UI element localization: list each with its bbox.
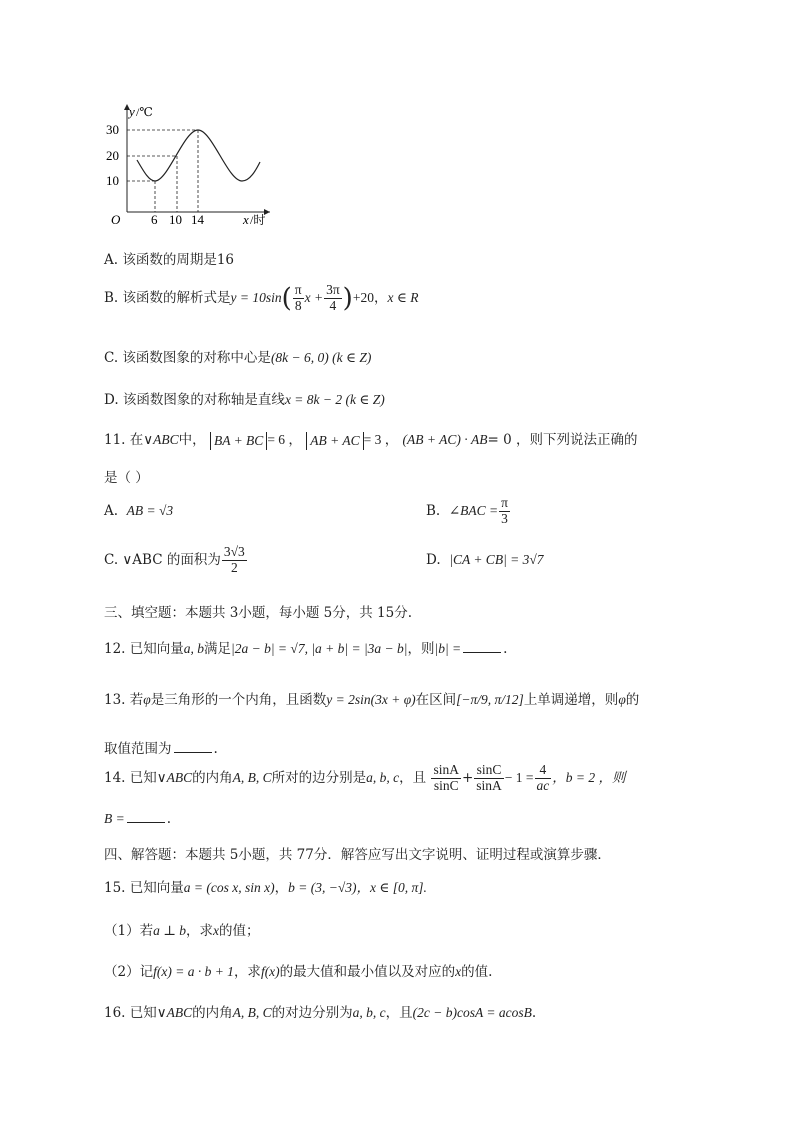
y-tick-10: 10 [106, 173, 119, 188]
q10-d-text: D. 该函数图象的对称轴是直线 [104, 392, 285, 408]
q11-cond3-val: = 0 ，则下列说法正确的 [487, 432, 638, 448]
q14-frac2: $\frac{\sin C}{\sin A}$ [476, 762, 502, 793]
q10-b-math-pre: y = 10sin [230, 289, 282, 305]
q11-option-c [104, 545, 248, 576]
q11-line2: 是（ ） [104, 470, 149, 486]
q10-d-math: x = 8k − 2 (k ∈ Z) [284, 392, 385, 407]
q11-b-frac: $\frac{\pi}{3}$ [501, 495, 508, 526]
q12-cond: |2a − b| = √7, |a + b| = |3a − b| [231, 641, 408, 656]
q11-abc: ABC [153, 432, 179, 447]
paren-open: ( [281, 283, 292, 314]
x-tick-14: 14 [191, 212, 204, 227]
q16: 16. 已知∨ABC的内角A, B, C的对边分别为a, b, c，且(2c − b)cosA = acosB. [104, 1005, 537, 1021]
q11-zhong: 中， [178, 432, 206, 448]
q13-interval: [−π/9, π/12] [456, 692, 524, 707]
section3-heading: 三、填空题：本题共 3小题，每小题 5分，共 15分. [104, 605, 413, 621]
q13: 13. 若φ是三角形的一个内角，且函数y = 2sin(3x + φ)在区间[−π/9, π/12]上单调递增，则φ的 [104, 692, 640, 708]
x-tick-6: 6 [151, 212, 158, 227]
q10-option-d [104, 388, 385, 408]
y-tick-30: 30 [106, 122, 119, 137]
q10-b-frac2: $\frac{3\pi}{4}$ [326, 282, 340, 313]
q11-cond3-vec: (AB + AC) · AB [402, 432, 488, 447]
x-tick-10: 10 [169, 212, 182, 227]
q11-a-math: AB = √3 [126, 503, 174, 518]
q10-c-text: C. 该函数图象的对称中心是 [104, 350, 271, 366]
q12-ask: |b| = [434, 641, 462, 656]
q11-cond1-vec: BA + BC [210, 432, 267, 450]
q11-prefix: 11. 在∨ [104, 432, 154, 448]
q15-a-def: a = (cos x, sin x) [183, 880, 275, 895]
x-axis-label: x [243, 212, 249, 227]
q14-line2: B = . [104, 811, 172, 827]
q12-answer-blank[interactable] [463, 640, 501, 653]
section4-heading: 四、解答题：本题共 5小题，共 77分．解答应写出文字说明、证明过程或演算步骤． [104, 847, 611, 863]
q13-func: y = 2sin(3x + φ) [326, 692, 416, 707]
q11-c-label: C. ∨ABC 的面积为 [104, 551, 221, 568]
paren-close: ) [342, 283, 353, 314]
q14: 14. 已知∨ABC的内角A, B, C所对的边分别是a, b, c，且 $\frac{\sin A}{\sin C}$ + $\frac{\sin C}{\sin A}$ − 1 = $\frac{4}{ac}$ ，b = 2 ，则 [104, 762, 626, 793]
q12-vars: a, b [183, 641, 205, 656]
q15-x-dom: ，x ∈ [0, π]. [356, 880, 427, 895]
q11-c-frac: $\frac{3√3}{2}$ [223, 544, 245, 575]
y-axis-unit: /℃ [136, 105, 153, 119]
q10-option-a: A. 该函数的周期是16 [104, 252, 235, 268]
q15-part2: （2）记f(x) = a · b + 1，求f(x)的最大值和最小值以及对应的x的值. [104, 964, 493, 980]
origin-label: O [111, 212, 121, 227]
q15-part1: （1）若a ⊥ b，求x的值； [104, 923, 260, 939]
y-tick-20: 20 [106, 148, 119, 163]
q10-b-post: +20 [352, 289, 374, 305]
q11-option-a: A. AB = √3 [104, 503, 174, 519]
sine-graph [100, 100, 280, 230]
q16-eq: (2c − b)cosA = acosB [412, 1005, 532, 1020]
q13-line2: 取值范围为 . [104, 741, 218, 757]
q15-stem: 15. 已知向量a = (cos x, sin x)，b = (3, −√3)，x ∈ [0, π]. [104, 880, 427, 896]
q11-cond2-val: = 3 ， [363, 432, 399, 447]
y-axis-label: y [129, 104, 135, 119]
q10-c-math: (8k − 6, 0) (k ∈ Z) [270, 350, 372, 365]
q11-d-math: |CA + CB| = 3√7 [449, 552, 544, 567]
q14-answer-blank[interactable] [127, 810, 165, 823]
q10-b-prefix: B. 该函数的解析式是 [104, 289, 231, 306]
x-axis-unit: /时 [250, 213, 266, 227]
q11-cond1-val: = 6 ， [267, 432, 302, 447]
q10-b-frac1: $\frac{\pi}{8}$ [294, 282, 302, 313]
q10-b-mid: x + [304, 289, 324, 305]
q11-stem [104, 428, 637, 450]
q11-option-b: B. ∠BAC = $\frac{\pi}{3}$ [426, 495, 508, 526]
q10-b-domain: x ∈ R [387, 289, 419, 305]
q11-cond2-vec: AB + AC [306, 432, 363, 450]
q10-option-b: B. 该函数的解析式是y = 10sin( $\frac{\pi}{8}$ x + $\frac{3\pi}{4}$ )+20，x ∈ R [104, 282, 419, 314]
q14-frac3: $\frac{4}{ac}$ [536, 762, 550, 793]
q11-option-d: D. |CA + CB| = 3√7 [426, 552, 544, 568]
q11-b-math: ∠BAC = [448, 502, 499, 518]
q13-answer-blank[interactable] [174, 740, 212, 753]
sine-curve [137, 130, 260, 181]
q15-b-def: b = (3, −√3) [288, 880, 357, 895]
q14-frac1: $\frac{\sin A}{\sin C}$ [433, 762, 459, 793]
q12: 12. 已知向量a, b满足|2a − b| = √7, |a + b| = |3a − b|，则|b| = . [104, 641, 508, 657]
q10-option-c [104, 346, 371, 366]
